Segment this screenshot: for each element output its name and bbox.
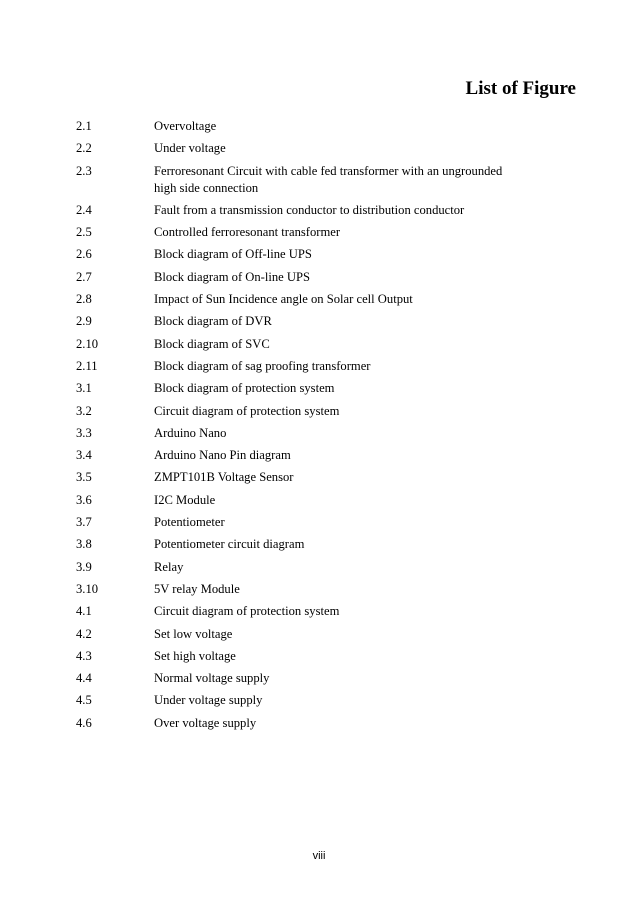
figure-title: Ferroresonant Circuit with cable fed transformer with an ungrounded high side connection (154, 163, 503, 195)
figure-entry (76, 715, 586, 732)
figure-title: Block diagram of SVC (154, 336, 270, 351)
figure-number: 2.10 (76, 336, 99, 351)
figure-entry (76, 202, 586, 219)
figure-number: 2.11 (76, 358, 98, 373)
figure-entry (76, 140, 586, 157)
figure-number: 4.3 (76, 648, 92, 663)
figure-entry (76, 492, 586, 509)
figure-title: Block diagram of Off-line UPS (154, 247, 312, 262)
page-title: List of Figure (465, 78, 576, 99)
figure-list (76, 118, 586, 737)
figure-title: Impact of Sun Incidence angle on Solar cell Output (154, 292, 413, 307)
figure-entry (76, 559, 586, 576)
figure-number: 4.5 (76, 693, 92, 708)
figure-number: 3.2 (76, 403, 92, 418)
figure-number: 3.7 (76, 515, 92, 530)
figure-number: 3.4 (76, 448, 92, 463)
figure-number: 3.10 (76, 581, 99, 596)
figure-number: 3.8 (76, 537, 92, 552)
figure-entry (76, 536, 586, 553)
figure-entry (76, 269, 586, 286)
figure-entry (76, 447, 586, 464)
figure-title: Circuit diagram of protection system (154, 604, 340, 619)
figure-title: Circuit diagram of protection system (154, 403, 340, 418)
figure-title: ZMPT101B Voltage Sensor (154, 470, 294, 485)
figure-entry (76, 581, 586, 598)
figure-entry (76, 626, 586, 643)
figure-entry (76, 469, 586, 486)
figure-number: 4.6 (76, 715, 92, 730)
figure-number: 2.5 (76, 225, 92, 240)
figure-title: Arduino Nano Pin diagram (154, 448, 291, 463)
figure-title: Over voltage supply (154, 715, 257, 730)
figure-number: 2.3 (76, 163, 92, 178)
page-number: viii (312, 850, 326, 862)
figure-entry (76, 514, 586, 531)
figure-number: 4.1 (76, 604, 92, 619)
figure-entry (76, 224, 586, 241)
figure-title: I2C Module (154, 492, 216, 507)
figure-number: 2.9 (76, 314, 92, 329)
figure-number: 4.4 (76, 671, 92, 686)
figure-title: Overvoltage (154, 119, 217, 133)
figure-number: 2.7 (76, 269, 92, 284)
figure-number: 4.2 (76, 626, 92, 641)
figure-number: 3.3 (76, 425, 92, 440)
figure-number: 2.8 (76, 292, 92, 307)
figure-entry (76, 336, 586, 353)
figure-title: Potentiometer circuit diagram (154, 537, 305, 552)
figure-title: Relay (154, 559, 184, 574)
figure-title: Block diagram of sag proofing transformer (154, 358, 371, 373)
figure-number: 3.9 (76, 559, 92, 574)
figure-title: Under voltage supply (154, 693, 263, 708)
figure-entry (76, 670, 586, 687)
figure-entry (76, 246, 586, 263)
figure-entry (76, 425, 586, 442)
figure-number: 2.2 (76, 141, 92, 156)
figure-entry (76, 403, 586, 420)
figure-number: 2.1 (76, 119, 92, 133)
figure-title: Set high voltage (154, 648, 236, 663)
figure-entry (76, 380, 586, 397)
figure-title: Potentiometer (154, 515, 225, 530)
figure-number: 3.1 (76, 381, 92, 396)
figure-entry (76, 291, 586, 308)
figure-entry (76, 692, 586, 709)
figure-entry (76, 118, 586, 135)
figure-entry (76, 313, 586, 330)
figure-number: 2.4 (76, 202, 92, 217)
figure-title: Controlled ferroresonant transformer (154, 225, 341, 240)
figure-number: 3.5 (76, 470, 92, 485)
figure-title: Normal voltage supply (154, 671, 270, 686)
figure-title: Block diagram of DVR (154, 314, 272, 329)
figure-entry (76, 163, 586, 197)
figure-entry (76, 648, 586, 665)
figure-title: Block diagram of protection system (154, 381, 335, 396)
figure-title: Set low voltage (154, 626, 233, 641)
figure-entry (76, 603, 586, 620)
figure-title: 5V relay Module (154, 581, 240, 596)
figure-title: Fault from a transmission conductor to distribution conductor (154, 202, 465, 217)
figure-entry (76, 358, 586, 375)
figure-number: 3.6 (76, 492, 92, 507)
figure-title: Block diagram of On-line UPS (154, 269, 311, 284)
figure-title: Arduino Nano (154, 425, 227, 440)
figure-number: 2.6 (76, 247, 92, 262)
figure-title: Under voltage (154, 141, 226, 156)
